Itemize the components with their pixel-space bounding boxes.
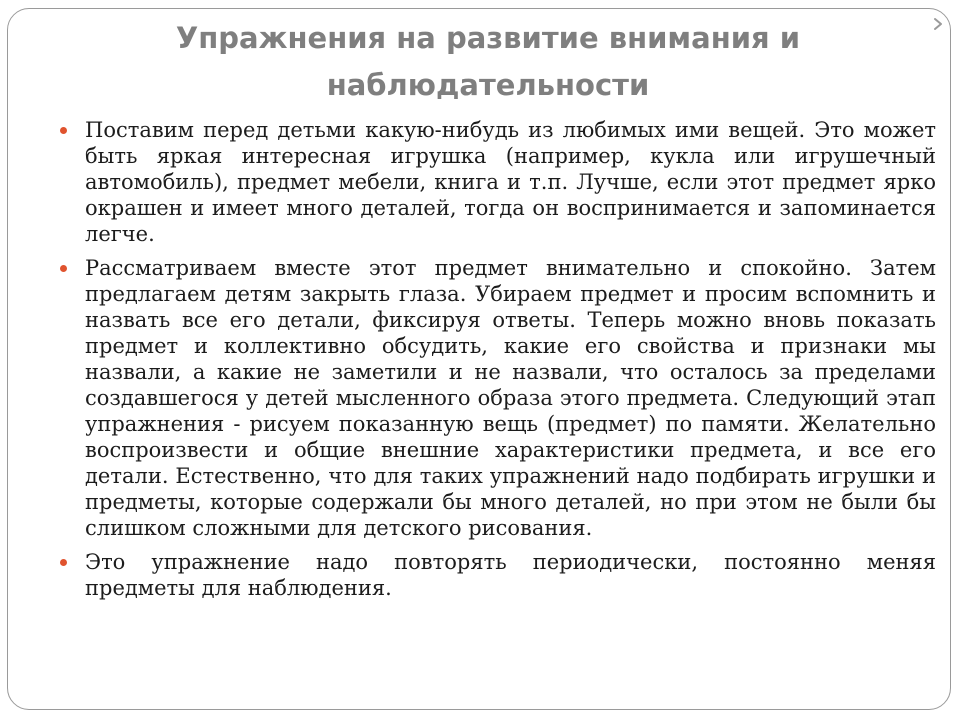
bullet-item bbox=[60, 549, 936, 601]
bullet-item bbox=[60, 255, 936, 541]
slide-title: Упражнения на развитие внимания и наблюдательности bbox=[175, 21, 801, 102]
bullet-dot-icon bbox=[60, 265, 67, 272]
slide-frame bbox=[7, 8, 951, 710]
bullet-text: Это упражнение надо повторять периодически, постоянно меняя предметы для наблюдения. bbox=[85, 550, 936, 600]
bullet-dot-icon bbox=[60, 127, 67, 134]
bullet-text: Поставим перед детьми какую-нибудь из любимых ими вещей. Это может быть яркая интересная игрушка (например, кукла или игрушечный автомобиль), предмет мебели, книга и т.п. Лучше, если этот предмет ярко окрашен и имеет много деталей, тогда он воспринимается и запоминается легче. bbox=[85, 118, 936, 246]
bullet-dot-icon bbox=[60, 559, 67, 566]
bullet-list bbox=[60, 117, 936, 609]
bullet-text: Рассматриваем вместе этот предмет внимательно и спокойно. Затем предлагаем детям закрыть глаза. Убираем предмет и просим вспомнить и назвать все его детали, фиксируя ответы. Теперь можно вновь показать предмет и коллективно обсудить, какие его свойства и признаки мы назвали, а какие не заметили и не назвали, что осталось за пределами создавшегося у детей мысленного образа этого предмета. Следующий этап упражнения - рисуем показанную вещь (предмет) по памяти. Желательно воспроизвести и общие внешние характеристики предмета, и все его детали. Естественно, что для таких упражнений надо подбирать игрушки и предметы, которые содержали бы много деталей, но при этом не были бы слишком сложными для детского рисования. bbox=[85, 256, 936, 540]
bullet-item bbox=[60, 117, 936, 247]
